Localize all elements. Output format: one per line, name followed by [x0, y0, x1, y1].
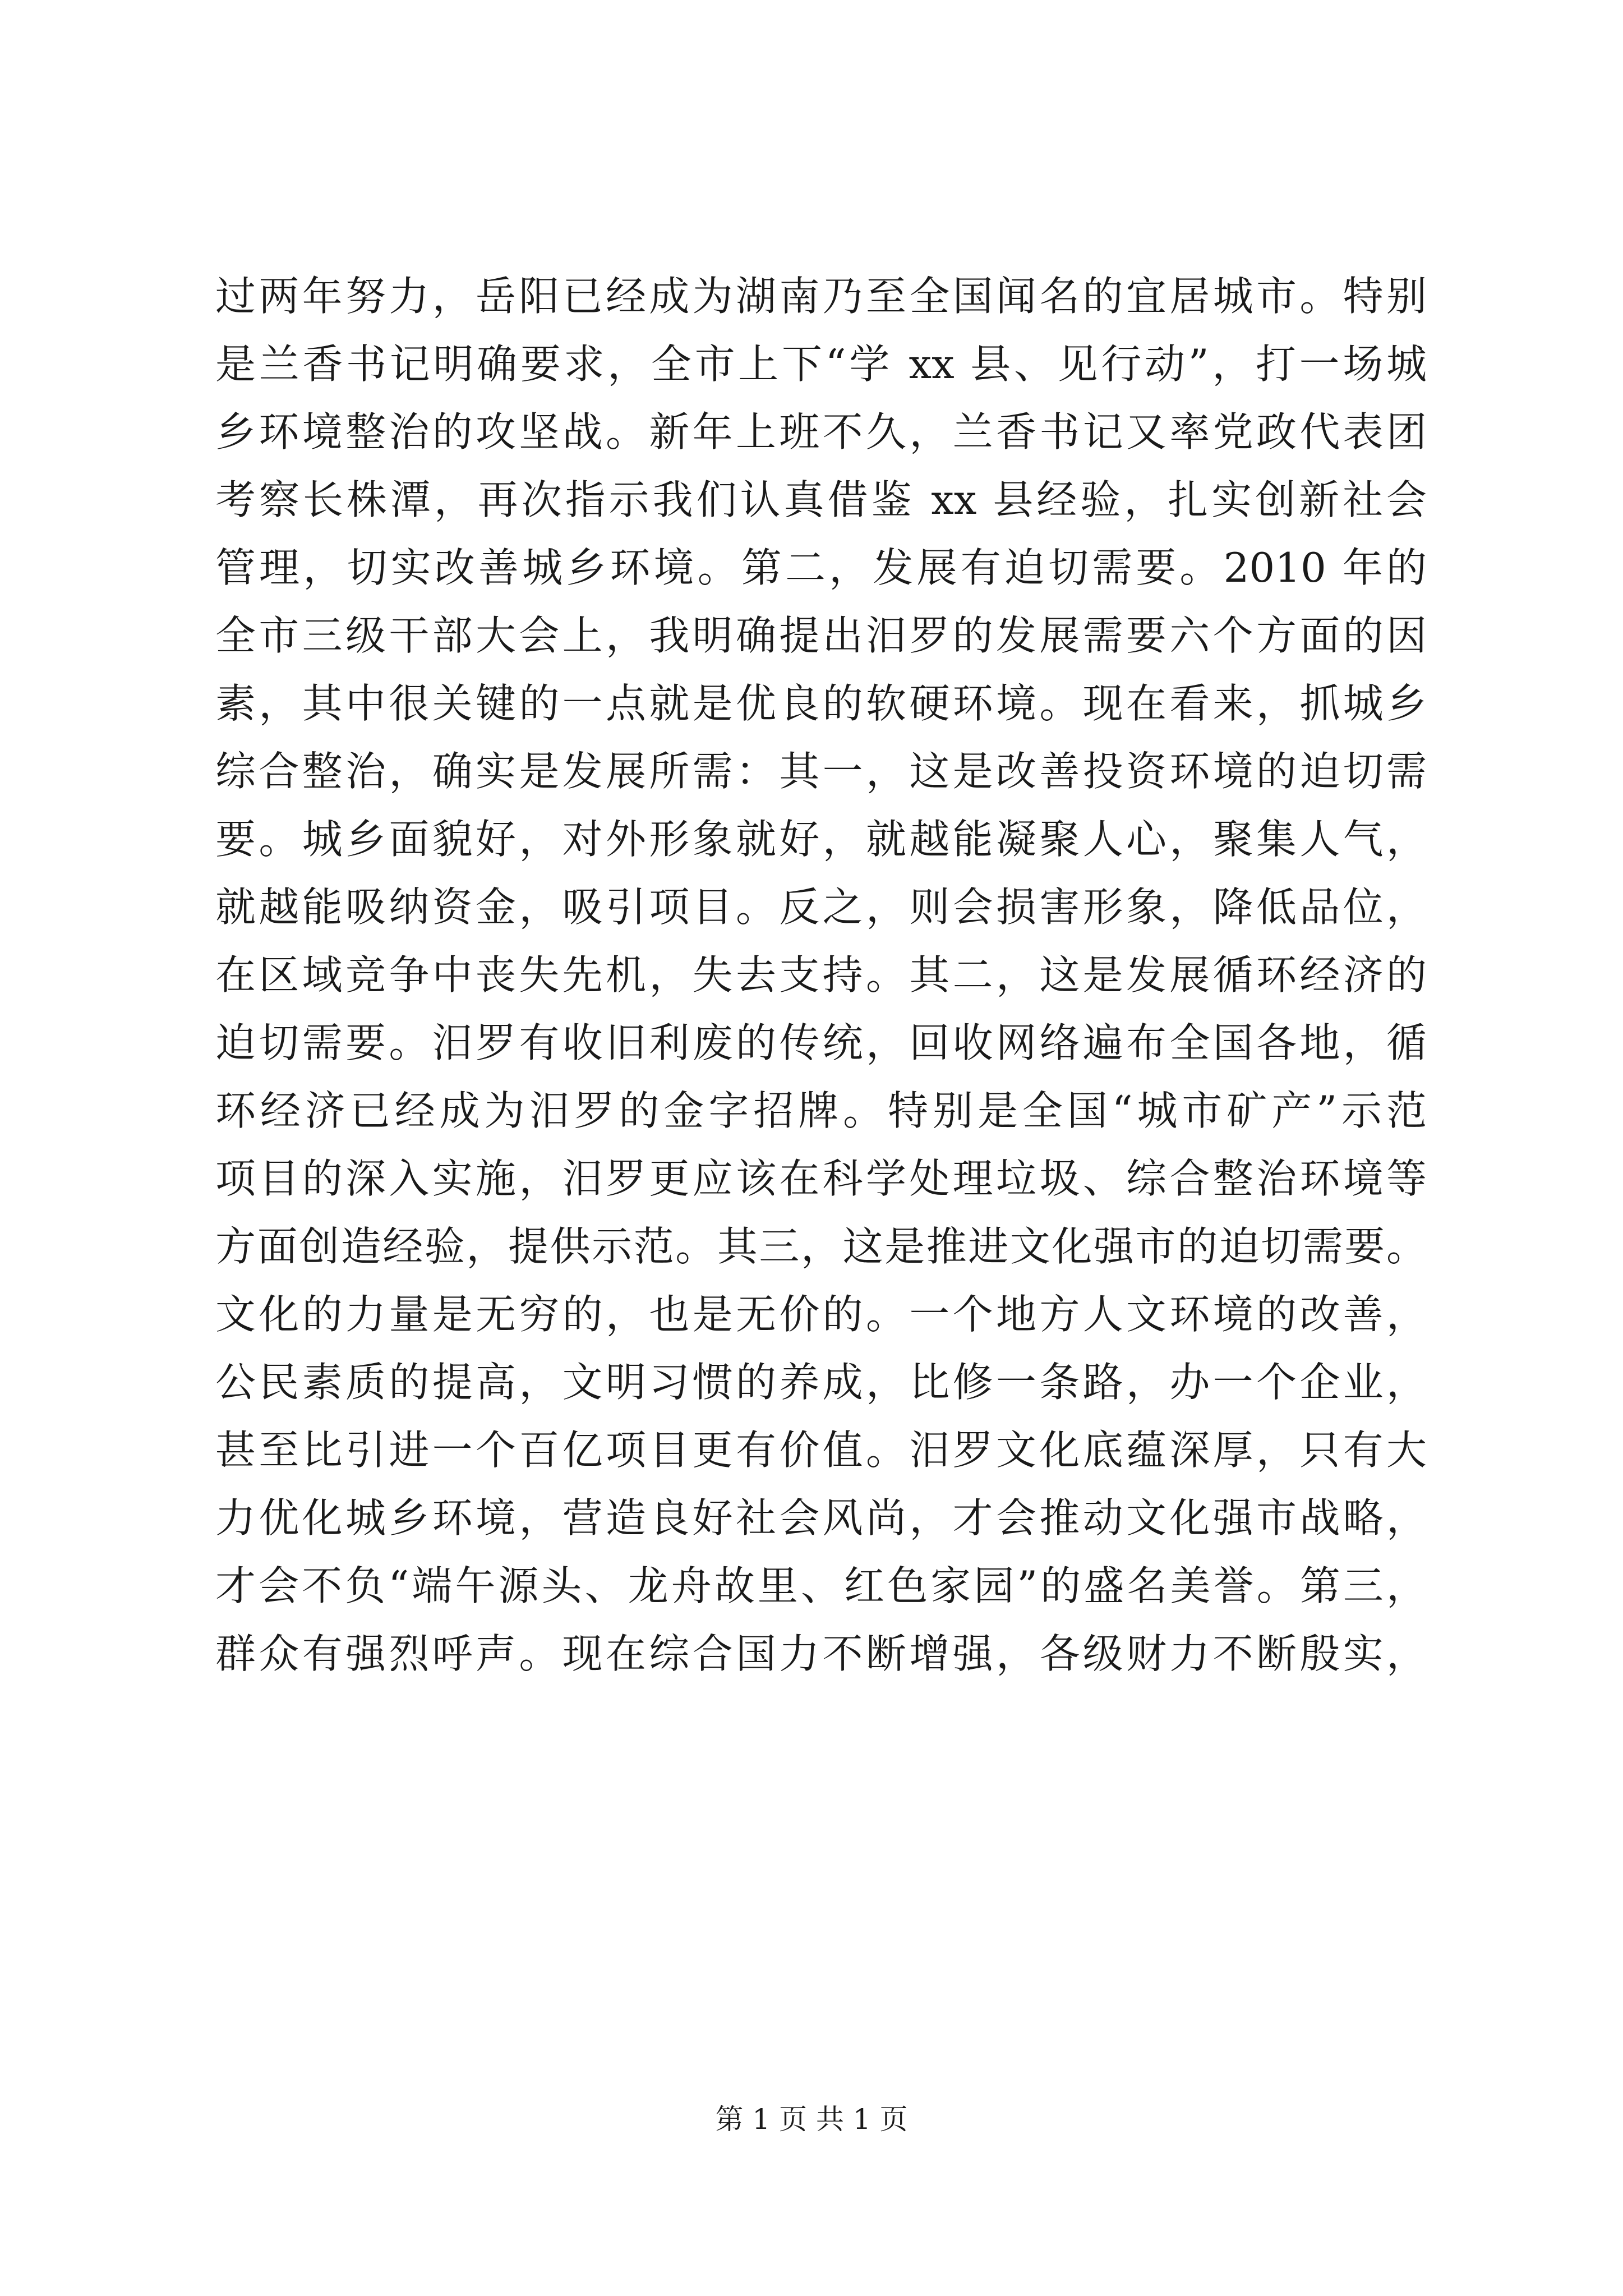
text-line: 迫切需要。汨罗有收旧利废的传统，回收网络遍布全国各地，循 — [215, 1019, 1427, 1066]
text-line: 环经济已经成为汨罗的金字招牌。特别是全国“城市矿产”示范 — [215, 1087, 1427, 1134]
text-line: 才会不负“端午源头、龙舟故里、红色家园”的盛名美誉。第三， — [215, 1562, 1427, 1609]
text-line: 素，其中很关键的一点就是优良的软硬环境。现在看来，抓城乡 — [215, 680, 1427, 727]
text-line: 乡环境整治的攻坚战。新年上班不久，兰香书记又率党政代表团 — [215, 408, 1427, 455]
text-line: 综合整治，确实是发展所需：其一，这是改善投资环境的迫切需 — [215, 748, 1427, 795]
body-paragraph — [215, 263, 1427, 1688]
text-line: 管理，切实改善城乡环境。第二，发展有迫切需要。2010 年的 — [215, 544, 1427, 591]
text-line: 全市三级干部大会上，我明确提出汨罗的发展需要六个方面的因 — [215, 612, 1427, 659]
page-number-footer: 第 1 页 共 1 页 — [715, 2103, 908, 2136]
text-line: 文化的力量是无穷的，也是无价的。一个地方人文环境的改善， — [215, 1291, 1427, 1338]
text-line: 项目的深入实施，汨罗更应该在科学处理垃圾、综合整治环境等 — [215, 1155, 1427, 1202]
text-line: 在区域竞争中丧失先机，失去支持。其二，这是发展循环经济的 — [215, 951, 1427, 999]
text-line: 群众有强烈呼声。现在综合国力不断增强，各级财力不断殷实， — [215, 1630, 1427, 1677]
text-line: 力优化城乡环境，营造良好社会风尚，才会推动文化强市战略， — [215, 1494, 1427, 1542]
text-line: 公民素质的提高，文明习惯的养成，比修一条路，办一个企业， — [215, 1359, 1427, 1406]
text-line: 方面创造经验，提供示范。其三，这是推进文化强市的迫切需要。 — [215, 1223, 1427, 1270]
text-line: 是兰香书记明确要求，全市上下“学 xx 县、见行动”，打一场城 — [215, 341, 1427, 388]
text-line: 要。城乡面貌好，对外形象就好，就越能凝聚人心，聚集人气， — [215, 816, 1427, 863]
text-line: 考察长株潭，再次指示我们认真借鉴 xx 县经验，扎实创新社会 — [215, 476, 1427, 523]
text-line: 就越能吸纳资金，吸引项目。反之，则会损害形象，降低品位， — [215, 884, 1427, 931]
text-line: 过两年努力，岳阳已经成为湖南乃至全国闻名的宜居城市。特别 — [215, 273, 1427, 320]
text-line: 甚至比引进一个百亿项目更有价值。汨罗文化底蕴深厚，只有大 — [215, 1427, 1427, 1474]
